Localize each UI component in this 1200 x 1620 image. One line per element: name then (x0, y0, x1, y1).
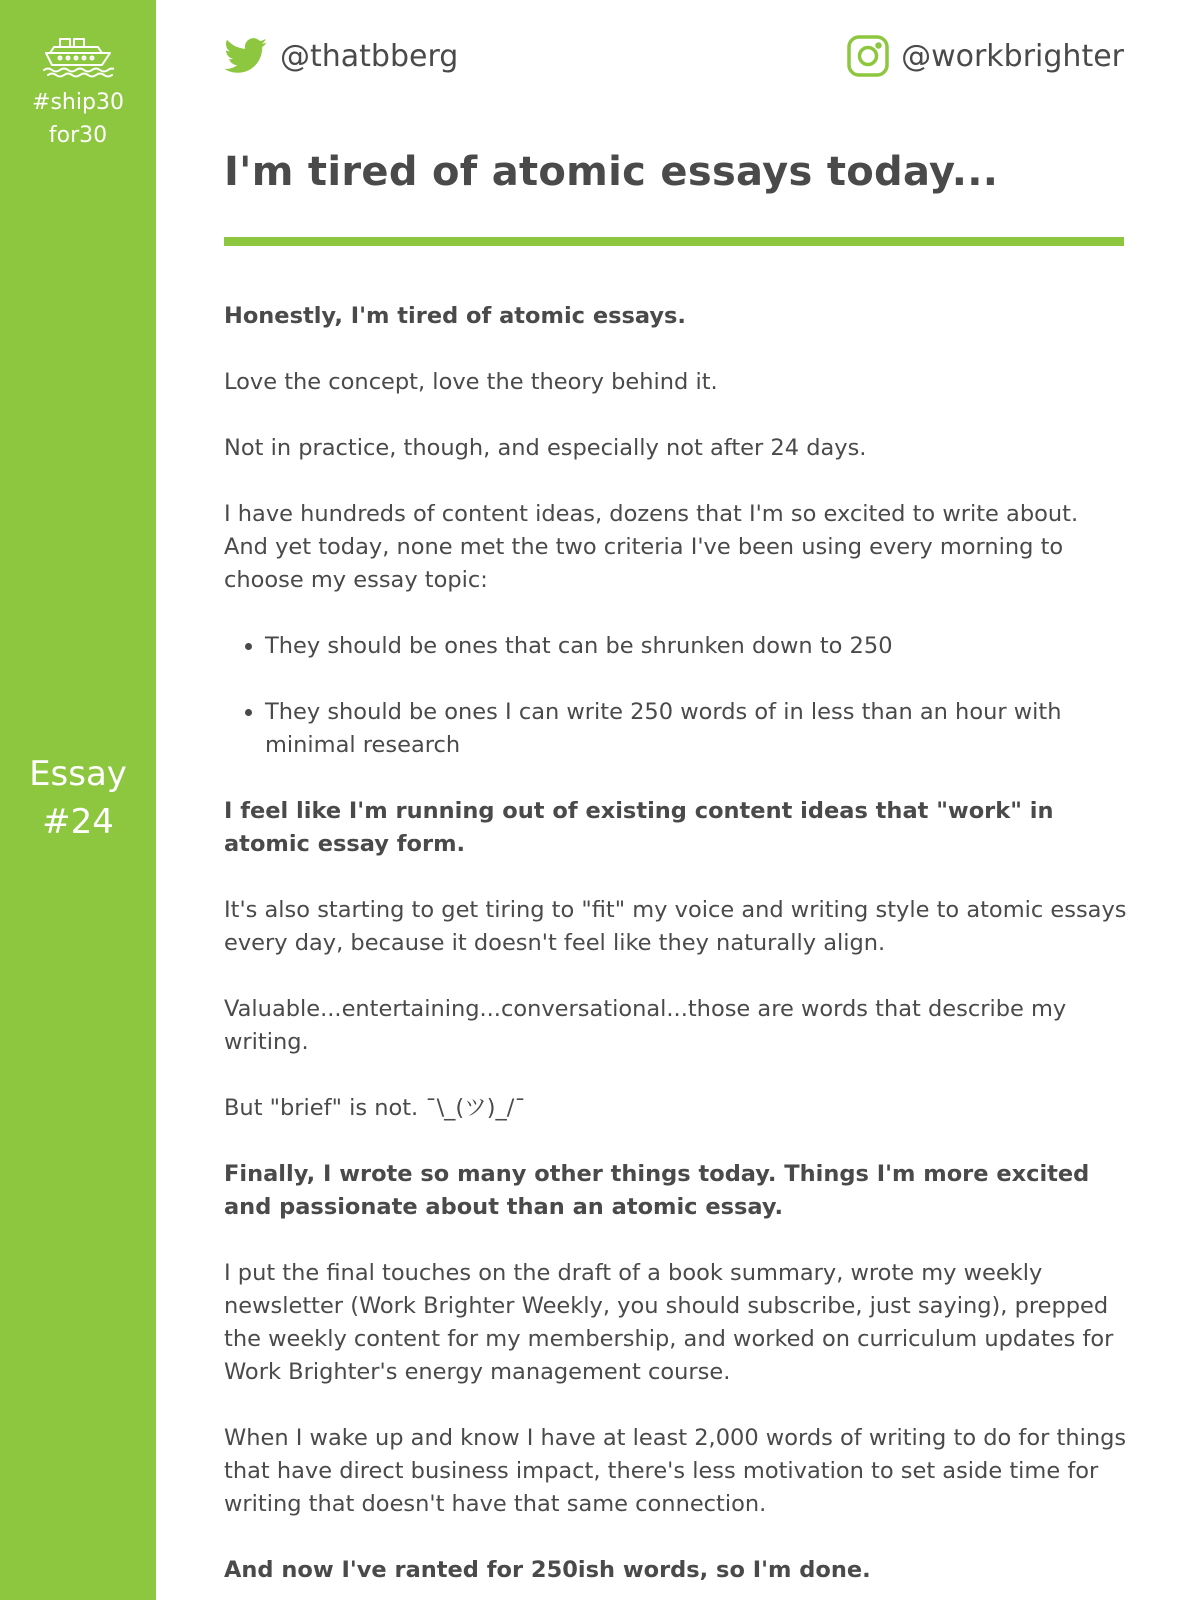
instagram-handle-block (847, 32, 1124, 80)
list-item: • They should be ones that can be shrunken down to 250 (265, 630, 1129, 663)
article-body (224, 300, 1129, 1620)
paragraph-11: When I wake up and know I have at least 2,000 words of writing to do for things that have direct business impact, there's less motivation to set aside time for writing that doesn't have that same connection. (224, 1425, 1127, 1517)
paragraph-1: Honestly, I'm tired of atomic essays. (224, 303, 686, 329)
essay-count: #24 (42, 802, 114, 842)
paragraph-7: Valuable...entertaining...conversational...those are words that describe my writing. (224, 996, 1067, 1055)
paragraph-6: It's also starting to get tiring to "fit" my voice and writing style to atomic essays every day, because it doesn't feel like they naturally align. (224, 897, 1127, 956)
hashtag (0, 86, 156, 152)
title-divider (224, 237, 1124, 246)
hashtag-line-2: for30 (48, 123, 108, 148)
twitter-handle-block (224, 32, 458, 80)
paragraph-8: But "brief" is not. ¯\_(ツ)_/¯ (224, 1095, 526, 1121)
instagram-icon (847, 35, 889, 77)
paragraph-5: I feel like I'm running out of existing content ideas that "work" in atomic essay form. (224, 798, 1054, 857)
ship-icon (42, 36, 114, 78)
criteria-list (224, 630, 1129, 762)
twitter-handle[interactable]: @thatbberg (280, 38, 459, 74)
essay-number (0, 750, 156, 846)
sidebar (0, 0, 156, 1600)
list-item: • They should be ones I can write 250 words of in less than an hour with minimal research (265, 696, 1129, 762)
paragraph-3: Not in practice, though, and especially not after 24 days. (224, 435, 867, 461)
instagram-handle[interactable]: @workbrighter (901, 38, 1124, 74)
paragraph-9: Finally, I wrote so many other things today. Things I'm more excited and passionate about than an atomic essay. (224, 1161, 1090, 1220)
page-title: I'm tired of atomic essays today... (224, 149, 999, 195)
paragraph-4: I have hundreds of content ideas, dozens that I'm so excited to write about. And yet today, none met the two criteria I've been using every morning to choose my essay topic: (224, 501, 1079, 593)
essay-label: Essay (29, 754, 127, 794)
paragraph-12: And now I've ranted for 250ish words, so I'm done. (224, 1557, 871, 1583)
hashtag-line-1: #ship30 (32, 90, 124, 115)
twitter-icon (224, 38, 268, 74)
paragraph-2: Love the concept, love the theory behind it. (224, 369, 718, 395)
paragraph-10: I put the final touches on the draft of a book summary, wrote my weekly newsletter (Work Brighter Weekly, you should subscribe, just saying), prepped the weekly content for my membership, and worked on curriculum updates for Work Brighter's energy management course. (224, 1260, 1114, 1385)
